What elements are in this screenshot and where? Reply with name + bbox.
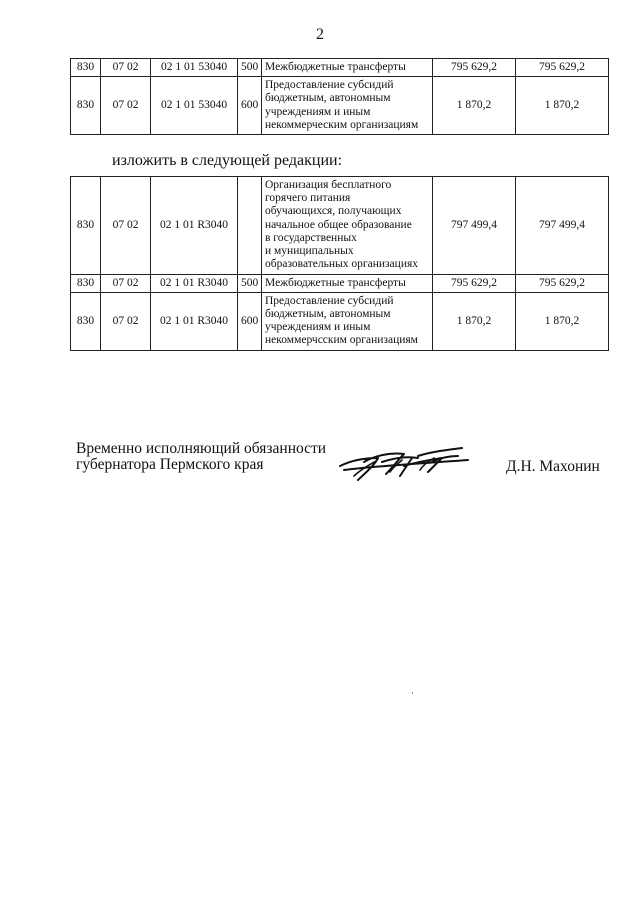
signer-position [76,441,326,474]
admin-code-cell: 830 [71,177,101,275]
description-line: Организация бесплатного [265,179,392,191]
amount-cell-2: 795 629,2 [516,59,609,77]
replacement-intro-text: изложить в следующей редакции: [112,152,343,169]
description-line: Межбюджетные трансферты [265,61,406,73]
section-code-cell: 07 02 [101,177,151,275]
target-article-cell: 02 1 01 53040 [151,77,238,135]
budget-table-revised [70,176,609,351]
admin-code-cell: 830 [71,274,101,292]
description-line: в государственных [265,231,357,244]
signer-position-line-2: губернатора Пермского края [76,456,264,474]
expense-type-cell: 500 [238,59,262,77]
description-cell [262,274,433,292]
signer-position-line-1: Временно исполняющий обязанности [76,440,327,457]
description-line: горячего питания [265,192,351,205]
table-row [71,77,609,135]
description-line: образовательных организациях [265,258,419,271]
page-number: 2 [316,26,324,43]
expense-type-cell [238,177,262,275]
admin-code-cell: 830 [71,77,101,135]
description-line: учреждениям и иным [265,321,371,334]
admin-code-cell: 830 [71,292,101,350]
description-line: Предоставление субсидий [265,79,394,92]
section-code-cell: 07 02 [101,292,151,350]
amount-cell-1: 797 499,4 [433,177,516,275]
description-line: некоммерческим организациям [265,118,419,131]
description-cell [262,177,433,275]
amount-cell-1: 795 629,2 [433,274,516,292]
description-line: Межбюджетные трансферты [265,276,406,289]
expense-type-cell: 500 [238,274,262,292]
expense-type-cell: 600 [238,77,262,135]
description-line: обучающихся, получающих [265,205,402,218]
amount-cell-1: 1 870,2 [433,77,516,135]
description-line: бюджетным, автономным [265,92,391,105]
amount-cell-2: 795 629,2 [516,274,609,292]
table-row [71,292,609,350]
section-code-cell: 07 02 [101,274,151,292]
description-line: и муниципальных [265,245,354,258]
table-row [71,59,609,77]
amount-cell-1: 795 629,2 [433,59,516,77]
description-line: Предоставление субсидий [265,294,394,307]
target-article-cell: 02 1 01 53040 [151,59,238,77]
target-article-cell: 02 1 01 R3040 [151,274,238,292]
description-line: учреждениям и иным [265,105,371,118]
description-line: бюджетным, автономным [265,307,391,320]
description-cell [262,77,433,135]
budget-table-original [70,58,609,135]
target-article-cell: 02 1 01 R3040 [151,177,238,275]
target-article-cell: 02 1 01 R3040 [151,292,238,350]
description-line: некоммерчсским организациям [265,334,418,347]
expense-type-cell: 600 [238,292,262,350]
table-row [71,274,609,292]
scan-speck [412,692,413,694]
description-cell [262,292,433,350]
amount-cell-2: 1 870,2 [516,77,609,135]
signer-name: Д.Н. Махонин [506,458,600,475]
section-code-cell: 07 02 [101,77,151,135]
description-line: начальное общее образование [265,218,412,231]
amount-cell-1: 1 870,2 [433,292,516,350]
description-cell [262,59,433,77]
handwritten-signature [334,436,474,496]
amount-cell-2: 797 499,4 [516,177,609,275]
amount-cell-2: 1 870,2 [516,292,609,350]
admin-code-cell: 830 [71,59,101,77]
table-row [71,177,609,275]
section-code-cell: 07 02 [101,59,151,77]
